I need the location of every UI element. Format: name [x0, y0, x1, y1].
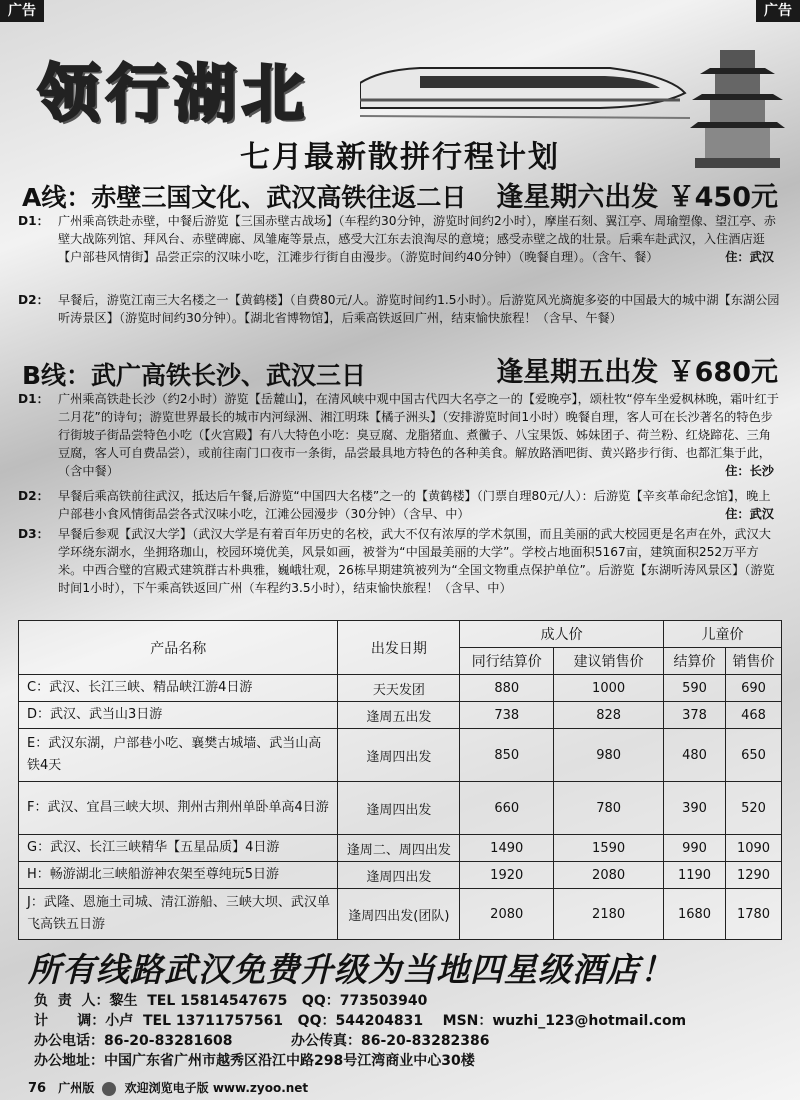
peer-price: 2080 — [460, 889, 554, 940]
product-name: J：武隆、恩施土司城、清江游船、三峡大坝、武汉单飞高铁五日游 — [19, 889, 338, 940]
child-sale-price: 690 — [725, 675, 781, 702]
departure-date: 逢周四出发(团队) — [338, 889, 460, 940]
day-label: D1： — [18, 214, 49, 228]
departure-date: 逢周四出发 — [338, 862, 460, 889]
child-settle-price: 480 — [664, 729, 726, 782]
line-b-title: B线：武广高铁长沙、武汉三日 — [22, 361, 367, 390]
suggested-price: 980 — [554, 729, 664, 782]
table-row — [19, 782, 782, 835]
contact-address: 办公地址：中国广东省广州市越秀区沿江中路298号江湾商业中心30楼 — [34, 1053, 475, 1069]
page-number: 76 — [28, 1081, 47, 1096]
table-row — [19, 702, 782, 729]
suggested-price: 2080 — [554, 862, 664, 889]
suggested-price: 828 — [554, 702, 664, 729]
line-a-price: 逢星期六出发 ￥450元 — [496, 182, 778, 213]
peer-price: 738 — [460, 702, 554, 729]
header-product: 产品名称 — [19, 621, 338, 675]
contact-phone-fax: 办公电话：86-20-83281608 办公传真：86-20-83282386 — [34, 1033, 490, 1049]
child-sale-price: 520 — [725, 782, 781, 835]
child-settle-price: 1680 — [664, 889, 726, 940]
header-peer-price: 同行结算价 — [460, 648, 554, 675]
overnight-location: 住：武汉 — [725, 250, 774, 264]
peer-price: 880 — [460, 675, 554, 702]
peer-price: 850 — [460, 729, 554, 782]
header-child: 儿童价 — [664, 621, 782, 648]
child-settle-price: 590 — [664, 675, 726, 702]
hotel-upgrade-slogan: 所有线路武汉免费升级为当地四星级酒店！ — [28, 950, 674, 989]
day-label: D3： — [18, 527, 49, 541]
price-table — [18, 620, 782, 940]
suggested-price: 1590 — [554, 835, 664, 862]
child-sale-price: 1780 — [725, 889, 781, 940]
high-speed-train-illustration — [360, 38, 690, 123]
peer-price: 660 — [460, 782, 554, 835]
contact-manager: 负 责 人：黎生 TEL 15814547675 QQ：773503940 — [34, 993, 428, 1009]
banner-subtitle: 七月最新散拼行程计划 — [240, 140, 560, 175]
child-settle-price: 990 — [664, 835, 726, 862]
table-row — [19, 835, 782, 862]
day-text: 早餐后参观【武汉大学】（武汉大学是有着百年历史的名校，武大不仅有浓厚的学术氛围，而且美丽的武大校园更是名声在外，武汉大学环绕东湖水，坐拥珞珈山，校园环境优美，风景如画，被誉为“中国最美丽的大学”。学校占地面积5167亩，建筑面积252万平方米。中西合璧的宫殿式建筑群古朴典雅，巍峨壮观，26栋早期建筑被列为“全国文物重点保护单位”。后游览【东湖听涛风景区】（游览时间1小时），下午乘高铁返回广州（车程约3.5小时），结束愉快旅程！（含早、中） — [58, 527, 775, 595]
product-name: G：武汉、长江三峡精华【五星品质】4日游 — [19, 835, 338, 862]
peer-price: 1920 — [460, 862, 554, 889]
line-b-price: 逢星期五出发 ￥680元 — [496, 357, 778, 388]
day-text: 早餐后，游览江南三大名楼之一【黄鹤楼】（自费80元/人。游览时间约1.5小时）。后游览风光旖旎多姿的中国最大的城中湖【东湖公园听涛景区】（游览时间约30分钟）。【湖北省博物馆】，后乘高铁返回广州，结束愉快旅程！（含早、午餐） — [58, 293, 780, 325]
line-b-day2 — [18, 487, 782, 523]
day-label: D2： — [18, 489, 49, 503]
header-child-sale: 销售价 — [725, 648, 781, 675]
edition-label: 广州版 — [58, 1081, 95, 1095]
table-row — [19, 729, 782, 782]
peer-price: 1490 — [460, 835, 554, 862]
child-sale-price: 1090 — [725, 835, 781, 862]
day-text: 广州乘高铁赴长沙（约2小时）游览【岳麓山】，在清风峡中观中国古代四大名亭之一的【爱晚亭】，颂杜牧“停车坐爱枫林晚，霜叶红于二月花”的诗句；游览世界最长的城市内河绿洲、湘江明珠【橘子洲头】（安排游览时间1小时）晚餐自理，客人可在长沙著名的特色步行街坡子街品尝特色小吃（【火宫殿】有八大特色小吃：臭豆腐、龙脂猪血、煮黴子、八宝果饭、姊妹团子、荷兰粉、红烧蹄花、三角豆腐，客人可自费品尝），或前往南门口夜市一条街，品尝最具地方特色的各种美食。解放路酒吧街、黄兴路步行街、也都汇集于此，（含中餐） — [58, 392, 779, 478]
header-child-settle: 结算价 — [664, 648, 726, 675]
table-row — [19, 675, 782, 702]
day-label: D2： — [18, 293, 49, 307]
header-adult: 成人价 — [460, 621, 664, 648]
suggested-price: 2180 — [554, 889, 664, 940]
line-a-title: A线：赤壁三国文化、武汉高铁往返二日 — [22, 183, 467, 212]
overnight-location: 住：武汉 — [725, 507, 774, 521]
day-label: D1： — [18, 392, 49, 406]
day-text: 早餐后乘高铁前往武汉，抵达后午餐,后游览“中国四大名楼”之一的【黄鹤楼】（门票自理80元/人）：后游览【辛亥革命纪念馆】，晚上户部巷小食风情街品尝各式汉味小吃，江滩公园漫步（30分钟）（含早、中） — [58, 489, 771, 521]
website-text: 欢迎浏览电子版 www.zyoo.net — [124, 1081, 309, 1095]
child-sale-price: 468 — [725, 702, 781, 729]
line-b-day3 — [18, 525, 782, 597]
child-sale-price: 650 — [725, 729, 781, 782]
line-a-day1 — [18, 212, 782, 266]
day-text: 广州乘高铁赴赤壁，中餐后游览【三国赤壁古战场】（车程约30分钟，游览时间约2小时），摩崖石刻、翼江亭、周瑜塑像、望江亭、赤壁大战陈列馆、拜风台、赤壁碑廊、凤雏庵等景点，感受大江东去浪淘尽的意境；感受赤壁之战的壮景。后乘车赴武汉，入住酒店逛【户部巷风情街】品尝正宗的汉味小吃，江滩步行街自由漫步。（游览时间约40分钟）（晚餐自理）。（含午、餐） — [58, 214, 776, 264]
table-row — [19, 862, 782, 889]
suggested-price: 780 — [554, 782, 664, 835]
child-settle-price: 378 — [664, 702, 726, 729]
product-name: F：武汉、宜昌三峡大坝、荆州古荆州单卧单高4日游 — [19, 782, 338, 835]
departure-date: 逢周四出发 — [338, 782, 460, 835]
globe-icon — [102, 1082, 116, 1096]
ad-label-left: 广告 — [0, 0, 44, 22]
table-row — [19, 889, 782, 940]
product-name: E：武汉东湖，户部巷小吃、襄樊古城墙、武当山高铁4天 — [19, 729, 338, 782]
departure-date: 天天发团 — [338, 675, 460, 702]
footer — [28, 1079, 308, 1096]
departure-date: 逢周二、周四出发 — [338, 835, 460, 862]
child-settle-price: 1190 — [664, 862, 726, 889]
product-name: C：武汉、长江三峡、精品峡江游4日游 — [19, 675, 338, 702]
suggested-price: 1000 — [554, 675, 664, 702]
ad-label-right: 广告 — [756, 0, 800, 22]
overnight-location: 住：长沙 — [725, 464, 774, 478]
line-b-day1 — [18, 390, 782, 480]
product-name: H：畅游湖北三峡船游神农架至尊纯玩5日游 — [19, 862, 338, 889]
child-settle-price: 390 — [664, 782, 726, 835]
contact-planner: 计 调：小卢 TEL 13711757561 QQ：544204831 MSN：wuzhi_123@hotmail.com — [34, 1013, 687, 1029]
line-a-day2 — [18, 291, 782, 327]
banner-title: 领行湖北 — [38, 57, 311, 130]
header-date: 出发日期 — [338, 621, 460, 675]
departure-date: 逢周五出发 — [338, 702, 460, 729]
departure-date: 逢周四出发 — [338, 729, 460, 782]
child-sale-price: 1290 — [725, 862, 781, 889]
header-suggested-price: 建议销售价 — [554, 648, 664, 675]
product-name: D：武汉、武当山3日游 — [19, 702, 338, 729]
